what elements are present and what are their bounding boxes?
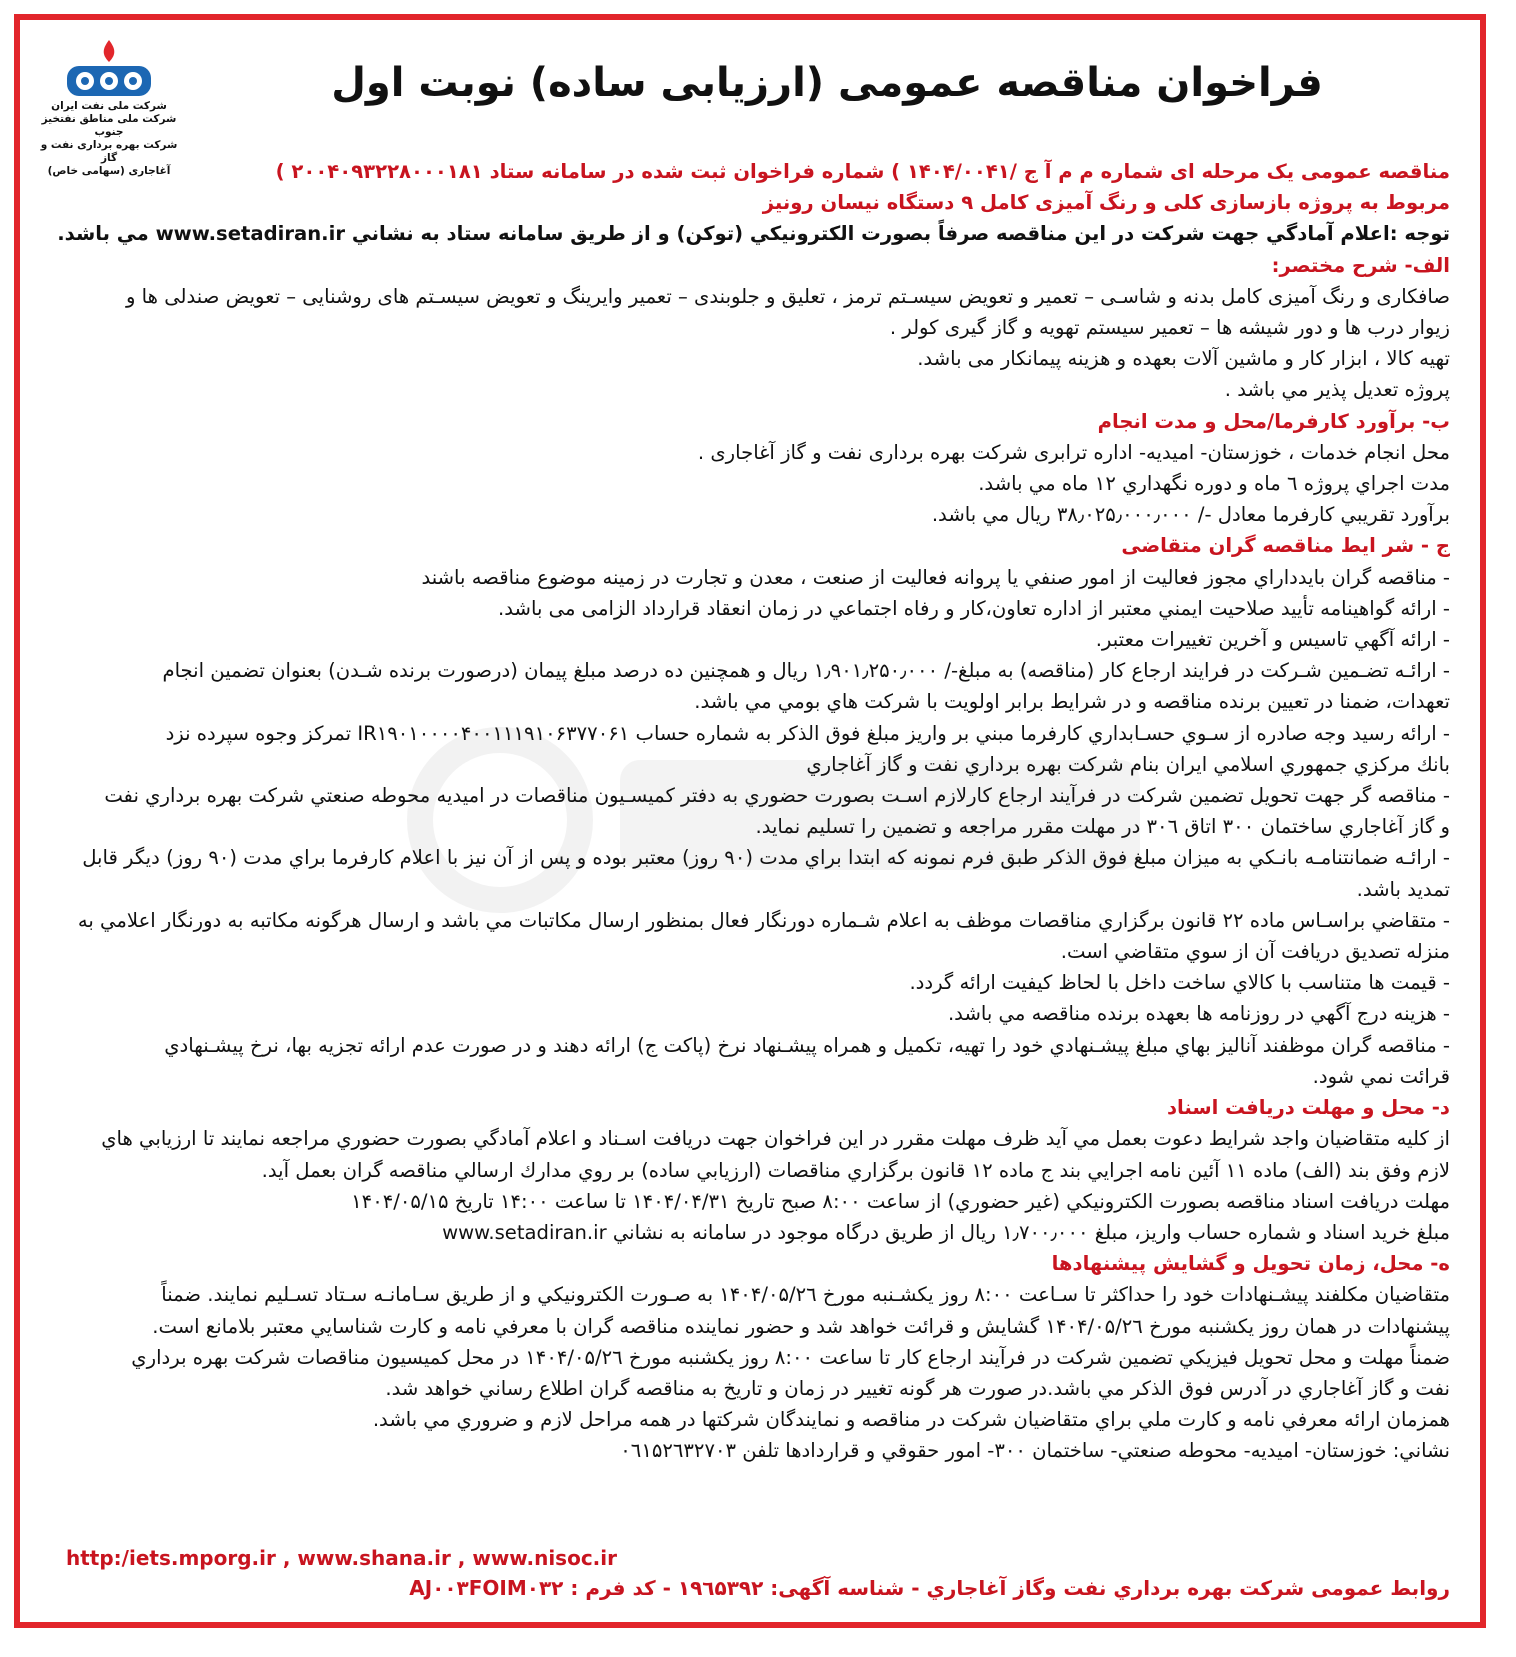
- condition-line: - قيمت ها متناسب با كالاي ساخت داخل با لحاظ كيفيت ارائه گردد.: [909, 971, 1450, 995]
- project-line: مربوط به پروژه بازسازی کلی و رنگ آمیزی کامل ۹ دستگاه نیسان رونیز: [762, 191, 1450, 215]
- condition-line: منزله تصديق دريافت آن از سوي متقاضي است.: [1060, 940, 1450, 964]
- section-c-heading: ج - شر ایط مناقصه گران متقاضی: [1121, 534, 1450, 558]
- condition-line: - هزينه درج آگهي در روزنامه ها بعهده برنده مناقصه مي باشد.: [947, 1002, 1450, 1026]
- section-a-text: تهیه کالا ، ابزار کار و ماشین آلات بعهده و هزینه پیمانکار می باشد.: [917, 347, 1450, 371]
- contact-address: نشاني: خوزستان- اميديه- محوطه صنعتي- ساختمان ۳۰۰- امور حقوقي و قراردادها تلفن ۰٦۱۵۲٦۳۲۷۰۳: [620, 1439, 1450, 1463]
- section-a-text: زیوار درب ها و دور شیشه ها – تعمیر سیستم تهویه و گاز گیری کولر .: [889, 316, 1450, 340]
- footer-links[interactable]: http:/iets.mporg.ir , www.shana.ir , www.nisoc.ir: [66, 1546, 617, 1570]
- condition-line: - ارائـه ضمانتنامـه بانـكي به ميزان مبلغ فوق الذكر طبق فرم نمونه كه ابتدا براي مدت (۹۰ روز) معتبر بوده و پس از آن نيز با اعلام كارفرما براي مدت (۹۰ روز) ديگر قابل: [82, 846, 1450, 870]
- logo-line: شرکت ملی نفت ایران: [51, 100, 167, 112]
- section-b-text: محل انجام خدمات ، خوزستان- امیدیه- اداره ترابری شرکت بهره برداری نفت و گاز آغاجاری .: [697, 440, 1450, 464]
- section-e-text: همزمان ارائه معرفي نامه و كارت ملي براي متقاضيان شركت در مناقصه و نمايندگان شركتها در همه مراحل لازم و ضروري مي باشد.: [372, 1408, 1450, 1432]
- section-d-text: از كليه متقاضيان واجد شرايط دعوت بعمل مي آيد ظرف مهلت مقرر در اين فراخوان جهت دريافت اسـناد و اعلام آمادگي بصورت حضوري مراجعه نمايند تا ارزيابي هاي: [101, 1127, 1450, 1151]
- section-b-heading: ب- برآورد کارفرما/محل و مدت انجام: [1097, 409, 1450, 433]
- logo-line: شرکت بهره برداری نفت و گاز: [40, 139, 178, 164]
- condition-line: - مناقصه گران بايدداراي مجوز فعاليت از امور صنفي يا پروانه فعاليت از صنعت ، معدن و تجارت در زمينه موضوع مناقصه باشند: [421, 565, 1450, 589]
- section-d-text: مهلت دريافت اسناد مناقصه بصورت الكترونيكي (غير حضوري) از ساعت ۸:۰۰ صبح تاريخ ۱۴۰۴/۰۴/۳۱ تا ساعت ۱۴:۰۰ تاريخ ۱۴۰۴/۰۵/۱۵: [351, 1189, 1450, 1213]
- condition-line: - متقاضي براسـاس ماده ۲۲ قانون برگزاري مناقصات موظف به اعلام شـماره دورنگار فعال بمنظور ارسال مكاتبات مي باشد و ارسال هرگونه مكاتبه به دورنگار اعلامي به: [77, 908, 1450, 932]
- condition-line: بانك مركزي جمهوري اسلامي ايران بنام شركت بهره برداري نفت و گاز آغاجاري: [806, 752, 1450, 776]
- section-a-heading: الف- شرح مختصر:: [1271, 253, 1450, 277]
- condition-line: تمديد باشد.: [1356, 877, 1450, 901]
- footer-public-relations: روابط عمومی شرکت بهره برداري نفت وگاز آغاجاري - شناسه آگهی: ۱۹٦۵۳۹۲ - کد فرم : AJ۰۰۳FOIM۰۳۲: [409, 1576, 1450, 1600]
- condition-line: - مناقصه گران موظفند آناليز بهاي مبلغ پيشـنهادي خود را تهيه، تكميل و همراه پيشـنهاد نرخ (پاكت ج) ارائه دهند و در صورت عدم ارائه تجزيه بها، نرخ پيشـنهادي: [164, 1033, 1450, 1057]
- notice-body: [54, 20, 1450, 1622]
- condition-line: - مناقصه گر جهت تحويل تضمين شركت در فرآيند ارجاع كارلازم اسـت بصورت حضوري به دفتر كميسـيون مناقصات در اميديه محوطه صنعتي شركت بهره برداري نفت: [104, 784, 1450, 808]
- tender-number-line: مناقصه عمومی یک مرحله ای شماره م م آ ج /۱۴۰۴/۰۰۴۱ ) شماره فراخوان ثبت شده در سامانه ستاد ۲۰۰۴۰۹۳۲۲۸۰۰۰۱۸۱ ): [275, 160, 1450, 183]
- condition-line: - ارائه رسيد وجه صادره از سـوي حسـابداري كارفرما مبني بر واريز مبلغ فوق الذكر به شماره حساب IR۱۹۰۱۰۰۰۰۴۰۰۱۱۱۹۱۰۶۳۷۷۰۶۱ تمركز وجوه سپرده نزد: [165, 721, 1450, 745]
- page-title: فراخوان مناقصه عمومی (ارزیابی ساده) نوبت اول: [331, 60, 1323, 106]
- condition-line: - ارائه آگهي تاسيس و آخرين تغييرات معتبر.: [1095, 628, 1450, 652]
- condition-line: - ارائـه تضـمين شـركت در فرايند ارجاع كار (مناقصه) به مبلغ-/ ۱٫۹۰۱٫۲۵۰٫۰۰۰ ريال و همچنين ده درصد مبلغ پيمان (درصورت برنده شـدن) بعنوان تضمين انجام: [162, 659, 1450, 683]
- logo-line: آغاجاری (سهامی خاص): [47, 165, 171, 177]
- section-e-text: پيشنهادات در همان روز يكشنبه مورخ ۱۴۰۴/۰۵/۲٦ گشايش و قرائت خواهد شد و حضور نماينده مناقصه گران با معرفي نامه و كارت شناسايي معتبر بلامانع است.: [152, 1314, 1450, 1338]
- condition-line: قرائت نمي شود.: [1312, 1064, 1450, 1088]
- section-a-text: پروژه تعديل پذير مي باشد .: [1224, 378, 1450, 402]
- condition-line: تعهدات، ضمنا در تعيين برنده مناقصه و در شرايط برابر اولويت با شركت هاي بومي مي باشد.: [694, 690, 1450, 714]
- section-e-heading: ه- محل، زمان تحويل و گشايش پيشنهادها: [1051, 1252, 1450, 1276]
- footer: [54, 1546, 1450, 1600]
- section-a-text: صافکاری و رنگ آمیزی کامل بدنه و شاسـی – تعمیر و تعویض سیسـتم ترمز ، تعلیق و جلوبندی – تعمیر وایرینگ و تعویض سیسـتم های روشنایی – تعویض صندلی ها و: [125, 284, 1450, 308]
- condition-line: و گاز آغاجاري ساختمان ۳۰۰ اتاق ۳۰٦ در مهلت مقرر مراجعه و تضمين را تسليم نمايد.: [755, 815, 1450, 839]
- section-e-text: متقاضيان مكلفند پيشـنهادات خود را حداكثر تا سـاعت ۸:۰۰ روز يكشـنبه مورخ ۱۴۰۴/۰۵/۲٦ به صـورت الكترونيكي و از طريق سـامانـه سـتاد تسـليم نمايند. ضمناً: [161, 1283, 1450, 1307]
- notice-content: [54, 156, 1450, 1467]
- section-e-text: ضمناً مهلت و محل تحويل فيزيكي تضمين شركت در فرآيند ارجاع كار تا ساعت ۸:۰۰ روز يكشنبه مورخ ۱۴۰۴/۰۵/۲٦ در محل كميسيون مناقصات شركت بهره برداري: [131, 1345, 1450, 1369]
- section-d-text: مبلغ خريد اسناد و شماره حساب واريز، مبلغ ۱٫۷۰۰٫۰۰۰ ريال از طريق درگاه موجود در سامانه به نشاني www.setadiran.ir: [442, 1220, 1450, 1244]
- section-b-text: مدت اجراي پروژه ٦ ماه و دوره نگهداري ۱۲ ماه مي باشد.: [978, 472, 1450, 496]
- attention-note: توجه :اعلام آمادگي جهت شركت در اين مناقصه صرفاً بصورت الكترونيكي (توكن) و از طريق سامانه ستاد به نشاني www.setadiran.ir مي باشد.: [57, 222, 1450, 246]
- section-d-heading: د- محل و مهلت دریافت اسناد: [1166, 1096, 1450, 1120]
- section-d-text: لازم وفق بند (الف) ماده ۱۱ آئين نامه اجرايي بند ج ماده ۱۲ قانون برگزاري مناقصات (ارزيابي ساده) بر روي مدارك ارسالي مناقصه گران بعمل آيد.: [261, 1158, 1450, 1182]
- condition-line: - ارائه گواهينامه تأييد صلاحيت ايمني معتبر از اداره تعاون،كار و رفاه اجتماعي در زمان انعقاد قرارداد الزامی می باشد.: [498, 596, 1450, 620]
- notice-frame: [14, 14, 1486, 1628]
- section-b-text: برآورد تقريبي كارفرما معادل -/ ۳۸٫۰۲۵٫۰۰۰٫۰۰۰ ريال مي باشد.: [931, 503, 1450, 527]
- section-e-text: نفت و گاز آغاجاري در آدرس فوق الذكر مي باشد.در صورت هر گونه تغيير در زمان و تاريخ به مناقصه گران اطلاع رساني خواهد شد.: [385, 1376, 1450, 1400]
- logo-line: شرکت ملی مناطق نفتخیز جنوب: [41, 113, 177, 138]
